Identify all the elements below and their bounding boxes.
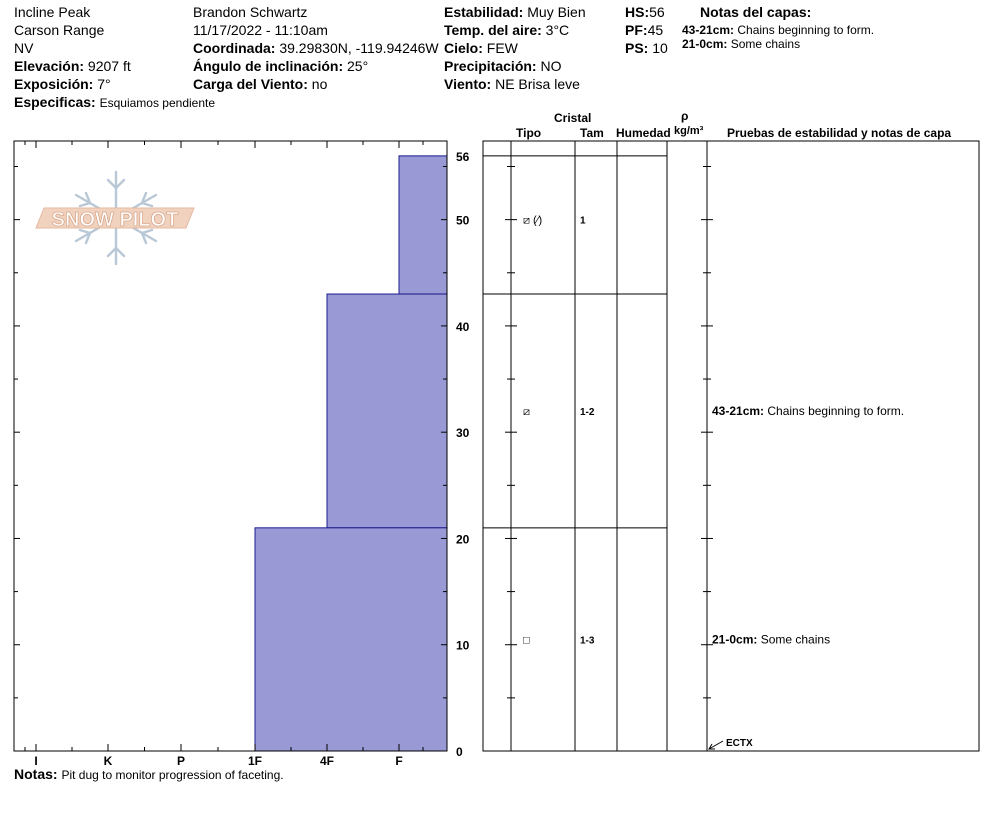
coordinates: Coordinada: 39.29830N, -119.94246W	[193, 40, 439, 56]
hardness-bar	[327, 294, 447, 528]
air-temp: Temp. del aire: 3°C	[444, 22, 570, 38]
crystal-size: 1	[580, 215, 586, 227]
hardness-bar	[399, 156, 447, 294]
elevation: Elevación: 9207 ft	[14, 58, 131, 74]
y-tick-label: 50	[456, 213, 470, 228]
table-frame	[483, 141, 979, 751]
x-tick-label: 4F	[319, 754, 335, 768]
precipitation: Precipitación: NO	[444, 58, 562, 74]
crystal-type-icon: □	[523, 634, 530, 647]
layer-notes-title: Notas del capas:	[700, 4, 812, 20]
layer-note: 43-21cm: Chains beginning to form.	[682, 23, 875, 37]
crystal-size: 1-2	[580, 406, 595, 418]
col-cristal: Cristal	[554, 111, 592, 125]
state: NV	[14, 40, 34, 56]
notes: Notas: Pit dug to monitor progression of faceting.	[14, 766, 284, 782]
layer-comment: 43-21cm: Chains beginning to form.	[712, 403, 905, 418]
hardness-bar	[255, 528, 447, 751]
pf: PF:45	[625, 22, 664, 38]
y-tick-label: 0	[456, 745, 463, 759]
location: Incline Peak	[14, 4, 91, 20]
x-tick-label: K	[103, 754, 113, 768]
col-humedad: Humedad	[616, 126, 671, 140]
aspect: Exposición: 7°	[14, 76, 111, 92]
hs: HS:56	[625, 4, 665, 20]
col-tipo: Tipo	[516, 126, 542, 140]
layer-comment: 21-0cm: Some chains	[712, 632, 831, 647]
layer-note: 21-0cm: Some chains	[682, 37, 801, 51]
crystal-size: 1-3	[580, 635, 595, 647]
col-tam: Tam	[580, 126, 604, 140]
logo-text: SNOW PILOT	[51, 209, 179, 231]
col-rho: ρ	[681, 109, 689, 123]
snowpilot-logo	[36, 172, 194, 264]
ps: PS: 10	[625, 40, 668, 56]
y-tick-label: 30	[456, 426, 470, 441]
datetime: 11/17/2022 - 11:10am	[193, 22, 328, 38]
range: Carson Range	[14, 22, 105, 38]
sky: Cielo: FEW	[444, 40, 518, 56]
x-tick-label: 1F	[247, 754, 263, 768]
y-tick-label: 20	[456, 532, 470, 547]
x-tick-label: F	[395, 754, 403, 768]
wind: Viento: NE Brisa leve	[444, 76, 580, 92]
y-tick-label: 56	[456, 149, 470, 164]
crystal-type-icon: ⧄ (⁄)	[523, 214, 543, 227]
col-tests: Pruebas de estabilidad y notas de capa	[727, 126, 952, 140]
col-density-unit: kg/m³	[674, 125, 704, 137]
test-label: ECTX	[726, 738, 753, 749]
x-tick-label: P	[176, 754, 186, 768]
wind-loading: Carga del Viento: no	[193, 76, 328, 92]
y-tick-label: 10	[456, 638, 470, 653]
specifics: Especificas: Esquiamos pendiente	[14, 94, 216, 110]
crystal-type-icon: ⧄	[523, 405, 530, 418]
x-tick-label: I	[34, 754, 38, 768]
slope-angle: Ángulo de inclinación: 25°	[193, 58, 369, 74]
y-tick-label: 40	[456, 319, 470, 334]
stability: Estabilidad: Muy Bien	[444, 4, 586, 20]
observer: Brandon Schwartz	[193, 4, 308, 20]
